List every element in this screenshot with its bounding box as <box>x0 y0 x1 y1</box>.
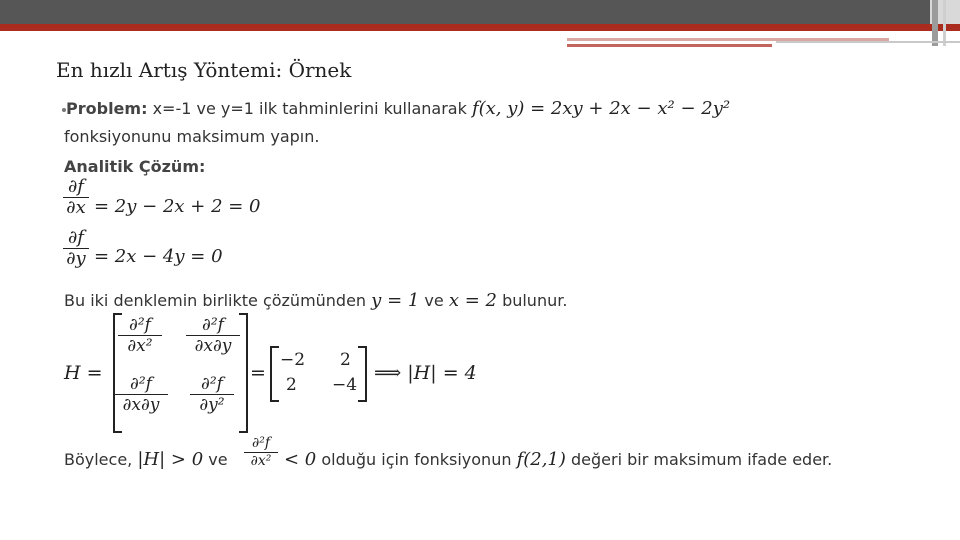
result-end: bulunur. <box>502 291 568 310</box>
hessian-entry-21 <box>114 375 168 414</box>
hessian-right-bracket <box>239 313 248 433</box>
hessian-entry-11 <box>118 316 162 355</box>
right-edge-bar <box>932 0 938 46</box>
fraction-numerator: ∂f <box>68 176 84 197</box>
conclusion-end <box>284 449 832 470</box>
conclusion-condition-2: < 0 <box>284 449 317 470</box>
result-line <box>64 290 567 311</box>
problem-text: x=-1 ve y=1 ilk tahminlerini kullanarak <box>152 99 467 118</box>
conclusion-fraction <box>244 436 278 469</box>
top-decoration <box>0 0 960 26</box>
top-red-band <box>0 24 960 31</box>
matrix-m22: −4 <box>332 375 358 395</box>
fraction-denominator: ∂y <box>66 248 86 269</box>
conclusion-text-b: olduğu için fonksiyonun <box>321 450 512 469</box>
problem-line-2: fonksiyonunu maksimum yapın. <box>64 127 320 146</box>
fraction-numerator: ∂²f <box>202 315 224 335</box>
right-edge-bar-light <box>943 0 946 46</box>
problem-label: Problem: <box>66 99 148 118</box>
matrix-right-bracket <box>358 346 367 402</box>
title-accent-line-gray <box>776 41 960 43</box>
slide-title: En hızlı Artış Yöntemi: Örnek <box>56 58 352 82</box>
result-and: ve <box>424 291 444 310</box>
problem-line <box>66 98 730 119</box>
hessian-equals: = <box>250 362 266 384</box>
problem-function: f(x, y) = 2xy + 2x − x² − 2y² <box>471 98 731 119</box>
determinant-result: ⟹ |H| = 4 <box>374 362 477 384</box>
matrix-m21: 2 <box>286 375 297 395</box>
conclusion-condition-1: |H| > 0 <box>137 449 204 470</box>
analytic-label: Analitik Çözüm: <box>64 157 206 176</box>
fraction-numerator: ∂²f <box>130 374 152 394</box>
conclusion-start <box>64 449 228 470</box>
result-x: x = 2 <box>448 290 497 311</box>
partial-fraction-y <box>63 229 89 268</box>
matrix-m12: 2 <box>340 350 351 370</box>
result-y: y = 1 <box>371 290 420 311</box>
fraction-denominator: ∂x∂y <box>122 395 160 415</box>
partial-fraction-x <box>63 178 89 217</box>
equation-1: = 2y − 2x + 2 = 0 <box>94 196 261 217</box>
hessian-label: H = <box>64 362 103 384</box>
matrix-left-bracket <box>270 346 279 402</box>
hessian-entry-22 <box>190 375 234 414</box>
title-accent-line-red <box>567 44 772 47</box>
result-text: Bu iki denklemin birlikte çözümünden <box>64 291 367 310</box>
matrix-m11: −2 <box>280 350 306 370</box>
conclusion-text-c: değeri bir maksimum ifade eder. <box>571 450 833 469</box>
fraction-numerator: ∂²f <box>251 435 271 451</box>
conclusion-and: ve <box>208 450 228 469</box>
fraction-denominator: ∂x∂y <box>194 336 232 356</box>
fraction-denominator: ∂x² <box>250 453 272 469</box>
conclusion-function-value: f(2,1) <box>516 449 566 470</box>
equation-2: = 2x − 4y = 0 <box>94 246 223 267</box>
fraction-denominator: ∂x² <box>127 336 153 356</box>
fraction-denominator: ∂y² <box>199 395 225 415</box>
fraction-denominator: ∂x <box>66 197 86 218</box>
fraction-numerator: ∂²f <box>201 374 223 394</box>
hessian-entry-12 <box>186 316 240 355</box>
fraction-numerator: ∂f <box>68 227 84 248</box>
top-dark-band <box>0 0 930 24</box>
conclusion-text-a: Böylece, <box>64 450 133 469</box>
fraction-numerator: ∂²f <box>129 315 151 335</box>
